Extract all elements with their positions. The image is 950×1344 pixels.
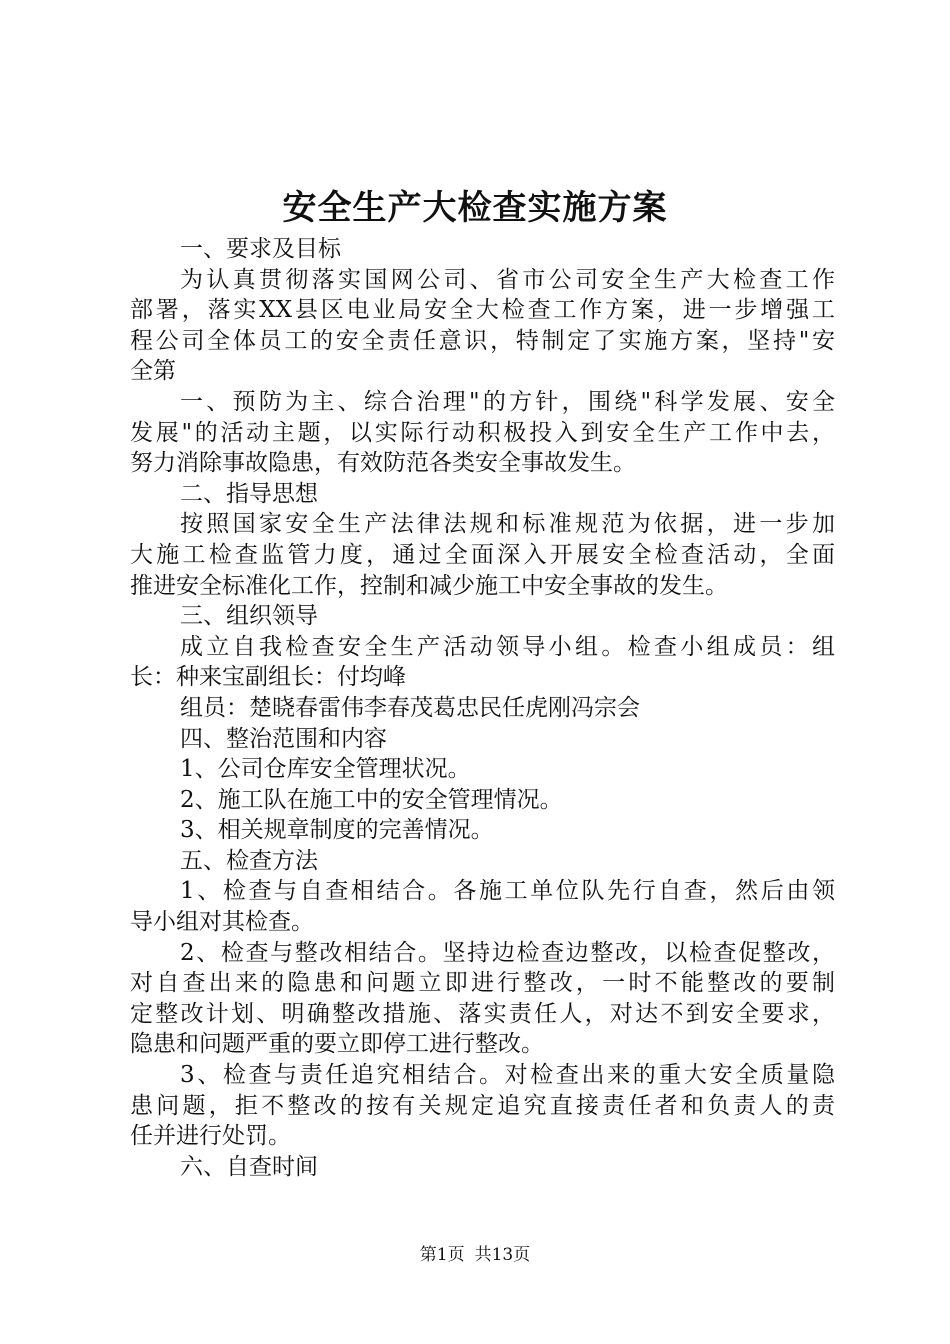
body-line: 一、要求及目标: [180, 236, 341, 262]
body-line: 对自查出来的隐患和问题立即进行整改，一时不能整改的要制: [130, 970, 835, 997]
body-line: 程公司全体员工的安全责任意识，特制定了实施方案，坚持"安: [130, 327, 835, 354]
document-title: 安全生产大检查实施方案: [282, 188, 668, 228]
body-line: 三、组织领导: [180, 603, 318, 630]
body-line: 2、施工队在施工中的安全管理情况。: [180, 786, 563, 813]
body-line: 一、预防为主、综合治理"的方针，围绕"科学发展、安全: [180, 388, 835, 415]
body-line: 按照国家安全生产法律法规和标准规范为依据，进一步加: [180, 511, 835, 538]
body-line: 部署，落实XX县区电业局安全大检查工作方案，进一步增强工: [130, 297, 835, 324]
body-line: 1、公司仓库安全管理状况。: [180, 756, 471, 783]
body-line: 成立自我检查安全生产活动领导小组。检查小组成员：组: [180, 633, 835, 660]
body-line: 患问题，拒不整改的按有关规定追究直接责任者和负责人的责: [130, 1092, 835, 1119]
body-line: 3、相关规章制度的完善情况。: [180, 817, 494, 844]
document-body: [130, 234, 835, 1182]
body-line: 长：种来宝副组长：付均峰: [130, 664, 406, 691]
body-line: 导小组对其检查。: [130, 909, 314, 936]
body-line: 为认真贯彻落实国网公司、省市公司安全生产大检查工作: [180, 266, 835, 293]
page-number: 第1页: [419, 1245, 465, 1265]
body-line: 大施工检查监管力度，通过全面深入开展安全检查活动，全面: [130, 541, 835, 568]
body-line: 六、自查时间: [180, 1153, 318, 1180]
body-line: 努力消除事故隐患，有效防范各类安全事故发生。: [130, 450, 636, 477]
body-line: 推进安全标准化工作，控制和减少施工中安全事故的发生。: [130, 572, 728, 599]
body-line: 发展"的活动主题，以实际行动积极投入到安全生产工作中去，: [130, 419, 835, 446]
body-line: 二、指导思想: [180, 480, 318, 507]
body-line: 五、检查方法: [180, 847, 318, 874]
body-line: 2、检查与整改相结合。坚持边检查边整改，以检查促整改，: [180, 939, 835, 966]
body-line: 1、检查与自查相结合。各施工单位队先行自查，然后由领: [180, 878, 835, 905]
body-line: 全第: [130, 358, 176, 385]
page-total: 共13页: [474, 1245, 531, 1265]
body-line: 定整改计划、明确整改措施、落实责任人，对达不到安全要求，: [130, 1000, 835, 1027]
body-line: 四、整治范围和内容: [180, 725, 387, 752]
body-line: 组员：楚晓春雷伟李春茂葛忠民任虎刚冯宗会: [180, 694, 640, 721]
body-line: 任并进行处罚。: [130, 1123, 291, 1150]
body-line: 隐患和问题严重的要立即停工进行整改。: [130, 1031, 544, 1058]
page-footer: [0, 1243, 950, 1267]
body-line: 3、检查与责任追究相结合。对检查出来的重大安全质量隐: [180, 1062, 835, 1089]
